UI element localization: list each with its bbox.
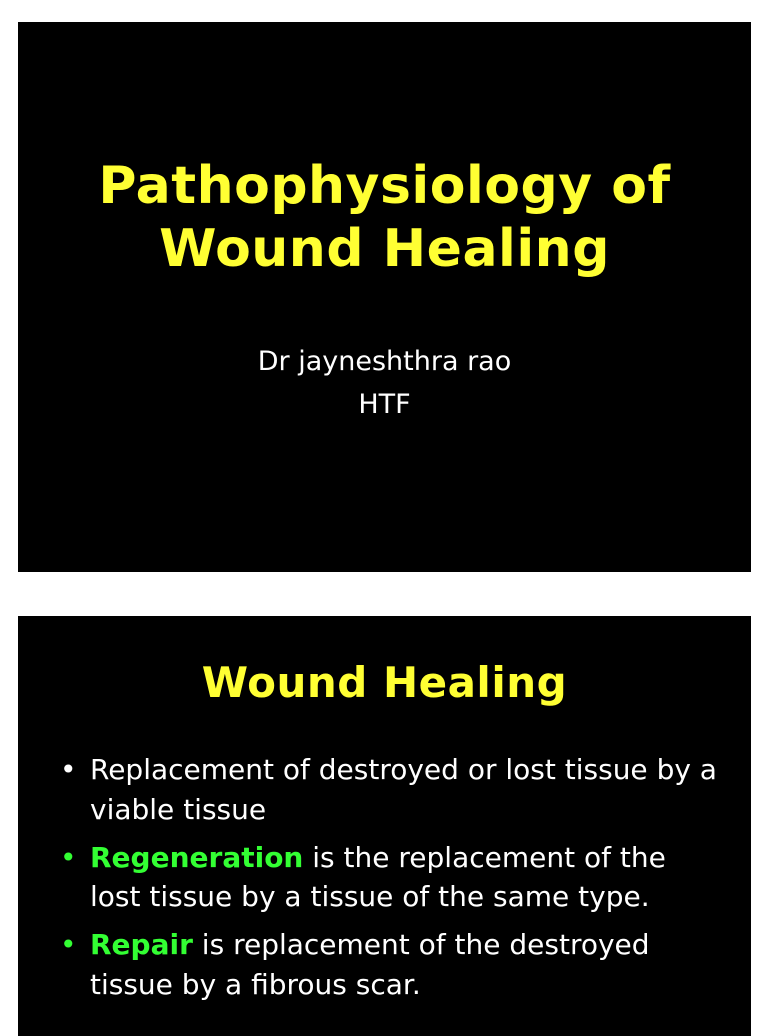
bullet-dot-icon: • xyxy=(60,753,77,786)
title-line-1: Pathophysiology of xyxy=(98,156,671,216)
bullet-dot-icon: • xyxy=(60,840,77,874)
author-name: Dr jayneshthra rao xyxy=(257,346,512,377)
bullet-item xyxy=(60,838,721,918)
bullet-term: Repair xyxy=(90,928,193,961)
bullet-text: is replacement of the destroyed tissue by a fibrous scar. xyxy=(90,928,650,1001)
slide-title: Wound Healing xyxy=(201,658,568,707)
slide-subtitle xyxy=(18,340,751,426)
author-affiliation: HTF xyxy=(358,389,411,421)
title-slide xyxy=(18,22,751,572)
bullet-item xyxy=(60,750,721,830)
content-slide xyxy=(18,616,751,1036)
bullet-list xyxy=(60,750,721,1013)
bullet-text: is the replacement of the lost tissue by a tissue of the same type. xyxy=(90,840,666,914)
title-line-2: Wound Healing xyxy=(159,219,610,280)
bullet-dot-icon: • xyxy=(60,928,77,961)
bullet-item xyxy=(60,925,721,1005)
bullet-text: Replacement of destroyed or lost tissue by a viable tissue xyxy=(90,753,717,826)
bullet-term: Regeneration xyxy=(90,840,304,874)
slide-title xyxy=(18,155,751,282)
